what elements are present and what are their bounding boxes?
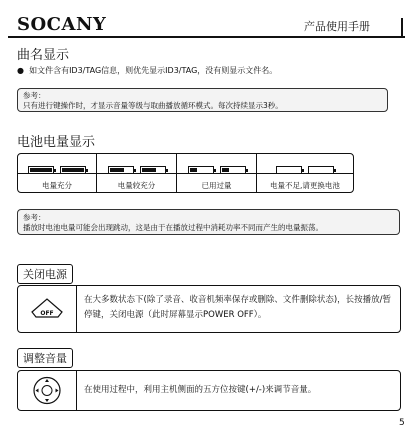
- track-name-bullet-text: 如文件含有ID3/TAG信息，则优先显示ID3/TAG，没有则显示文件名。: [29, 66, 278, 75]
- battery-fill: [62, 168, 84, 172]
- track-name-note: [17, 88, 388, 112]
- note-text: 播放时电池电量可能会出现跳动，这是由于在播放过程中消耗功率不同而产生的电量振荡。: [23, 223, 323, 232]
- volume-heading: 调整音量: [17, 348, 73, 368]
- brand-logo: SOCANY: [17, 14, 107, 35]
- volume-icon-cell: [18, 371, 77, 410]
- battery-fill: [142, 168, 157, 172]
- battery-fill: [190, 168, 197, 172]
- battery-label: 已用过量: [201, 181, 232, 190]
- five-way-key-icon: [18, 371, 76, 410]
- battery-cell: [257, 154, 353, 192]
- battery-cell: [177, 154, 257, 192]
- battery-title: 电池电量显示: [17, 135, 96, 150]
- header-corner-divider: [401, 18, 403, 38]
- battery-icons: [18, 159, 96, 178]
- battery-cell: [18, 154, 97, 192]
- note-label: 参考：: [23, 213, 46, 222]
- battery-label: 电量充分: [42, 181, 72, 190]
- manual-title: 产品使用手册: [304, 20, 370, 33]
- battery-level-table: [17, 153, 354, 193]
- power-off-icon-cell: [18, 286, 77, 332]
- note-text: 只有进行键操作时，才显示音量等级与取曲播放循环模式。每次持续显示3秒。: [23, 101, 283, 110]
- power-off-box: [17, 285, 401, 333]
- power-off-text: 在大多数状态下(除了录音、收音机频率保存或删除、文件删除状态)，长按播放/暂停键，关闭电源（此时屏幕显示POWER OFF）。: [84, 295, 391, 320]
- battery-fill: [110, 168, 125, 172]
- page-number: 5: [399, 418, 405, 428]
- header-divider: [8, 36, 405, 38]
- battery-label: 电量不足,请更换电池: [270, 181, 340, 190]
- bullet-dot-icon: ●: [17, 66, 30, 75]
- note-label: 参考：: [23, 91, 46, 100]
- battery-fill: [30, 168, 52, 172]
- power-key-icon: [18, 286, 76, 332]
- battery-cell: [97, 154, 177, 192]
- power-key-label: OFF: [40, 310, 54, 317]
- battery-cell-divider: [257, 173, 353, 174]
- battery-label: 电量较充分: [117, 181, 156, 190]
- battery-cell-divider: [18, 173, 96, 174]
- track-name-bullet: [17, 66, 277, 76]
- battery-cell-divider: [97, 173, 176, 174]
- power-off-heading: 关闭电源: [17, 264, 73, 284]
- battery-fill: [222, 168, 229, 172]
- volume-box: [17, 370, 401, 411]
- battery-cell-divider: [177, 173, 256, 174]
- battery-icons: [177, 159, 256, 178]
- battery-note: [17, 209, 400, 235]
- volume-text: 在使用过程中，利用主机侧面的五方位按键(+/-)来调节音量。: [84, 385, 317, 395]
- battery-icons: [257, 159, 353, 178]
- battery-icons: [97, 159, 176, 178]
- track-name-title: 曲名显示: [17, 48, 70, 63]
